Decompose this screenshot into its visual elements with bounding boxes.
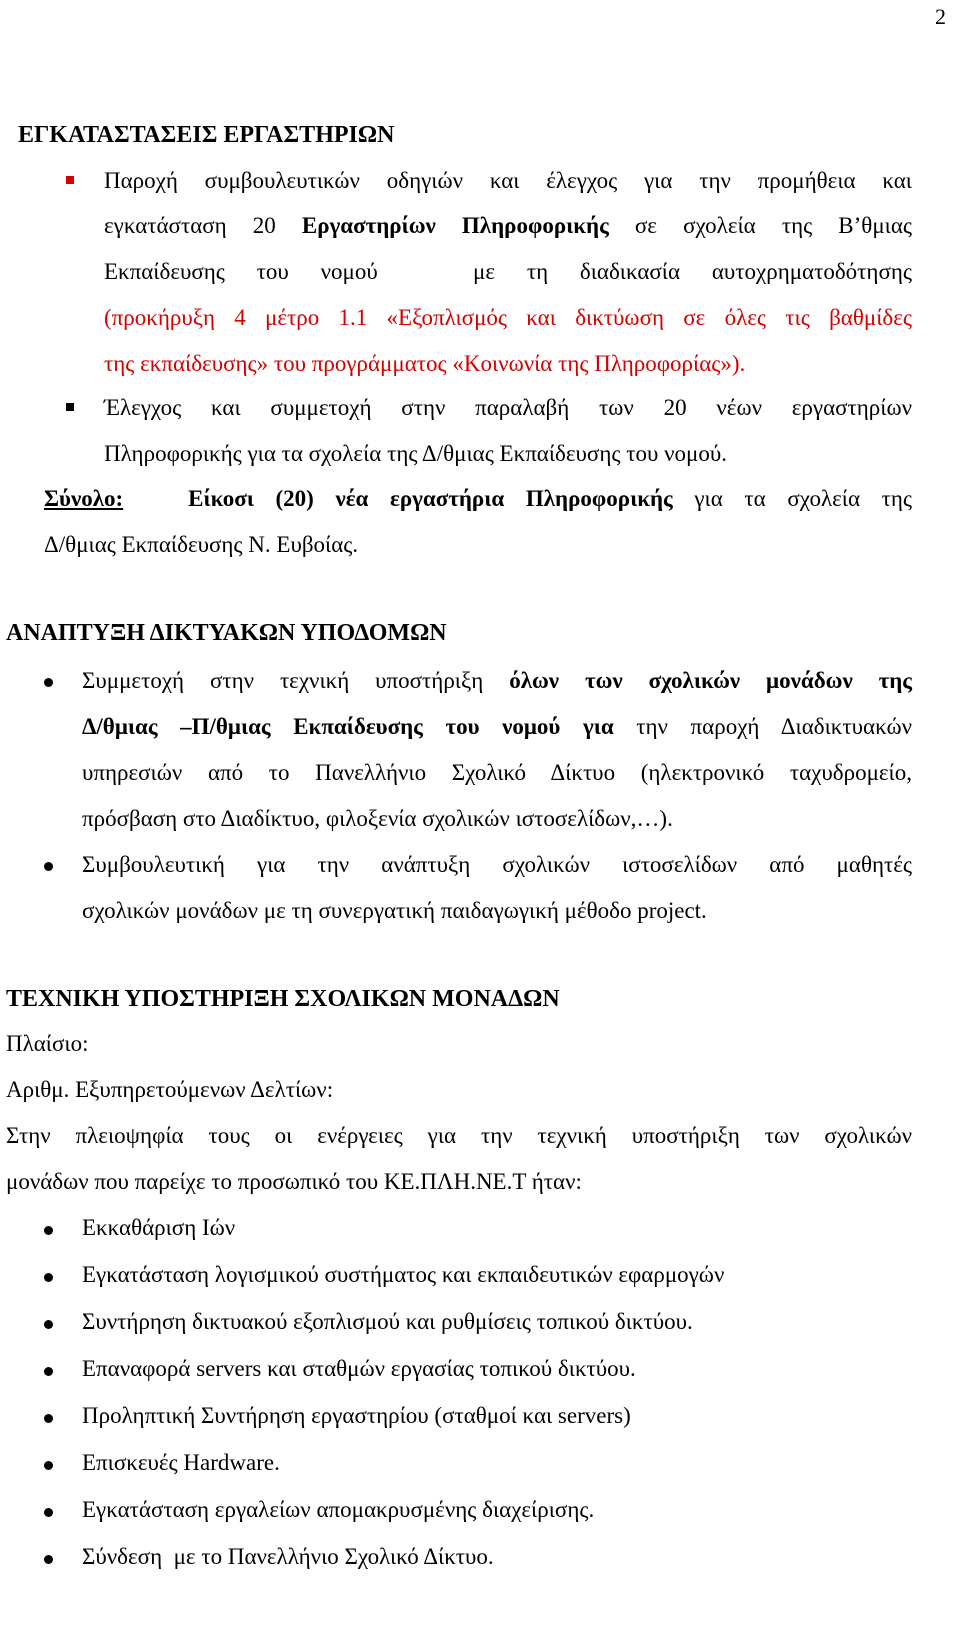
list-item: Εγκατάσταση εργαλείων απομακρυσμένης διαχείρισης.	[82, 1497, 595, 1522]
tickets-label: Αριθμ. Εξυπηρετούμενων Δελτίων:	[6, 1077, 334, 1102]
bullet1-line5: της εκπαίδευσης» του προγράμματος «Κοινωνία της Πληροφορίας»).	[104, 351, 746, 376]
list-item: Επισκευές Hardware.	[82, 1450, 280, 1475]
frame-label: Πλαίσιο:	[6, 1031, 89, 1056]
bullet-dot-icon	[44, 1320, 53, 1329]
bullet2-line2: Πληροφορικής για τα σχολεία της Δ/θμιας Εκπαίδευσης του νομού.	[104, 441, 727, 466]
bullet-dot-icon	[44, 1461, 53, 1470]
list-item: Συντήρηση δικτυακού εξοπλισμού και ρυθμίσεις τοπικού δικτύου.	[82, 1309, 693, 1334]
section-heading-network-infrastructure: ΑΝΑΠΤΥΞΗ ΔΙΚΤΥΑΚΩΝ ΥΠΟΔΟΜΩΝ	[6, 620, 447, 646]
bullet-dot-icon	[44, 678, 53, 687]
intro-line2: μονάδων που παρείχε το προσωπικό του ΚΕ.ΠΛΗ.ΝΕ.Τ ήταν:	[6, 1169, 582, 1194]
bullet1-line4: (προκήρυξη 4 μέτρο 1.1 «Εξοπλισμός και δικτύωση σε όλες τις βαθμίδες	[104, 305, 912, 330]
net-bullet1-line4: πρόσβαση στο Διαδίκτυο, φιλοξενία σχολικών ιστοσελίδων,…).	[82, 806, 673, 831]
bullet1-line1: Παροχή συμβουλευτικών οδηγιών και έλεγχος για την προμήθεια και	[104, 168, 912, 193]
square-bullet-icon	[66, 176, 74, 184]
bullet-dot-icon	[44, 1508, 53, 1517]
bullet-dot-icon	[44, 862, 53, 871]
bullet-dot-icon	[44, 1226, 53, 1235]
intro-line1: Στην πλειοψηφία τους οι ενέργειες για την τεχνική υποστήριξη των σχολικών	[6, 1123, 912, 1148]
bullet-dot-icon	[44, 1414, 53, 1423]
list-item: Προληπτική Συντήρηση εργαστηρίου (σταθμοί και servers)	[82, 1403, 631, 1428]
bullet-dot-icon	[44, 1273, 53, 1282]
list-item: Εκκαθάριση Ιών	[82, 1215, 236, 1240]
list-item: Επαναφορά servers και σταθμών εργασίας τοπικού δικτύου.	[82, 1356, 636, 1381]
square-bullet-icon	[66, 403, 74, 411]
net-bullet2-line1: Συμβουλευτική για την ανάπτυξη σχολικών ιστοσελίδων από μαθητές	[82, 852, 912, 877]
summary-line1: Σύνολο: Είκοσι (20) νέα εργαστήρια Πληροφορικής για τα σχολεία της	[44, 486, 913, 511]
list-item: Σύνδεση με το Πανελλήνιο Σχολικό Δίκτυο.	[82, 1544, 494, 1569]
bullet2-line1: Έλεγχος και συμμετοχή στην παραλαβή των 20 νέων εργαστηρίων	[104, 395, 912, 420]
bullet-dot-icon	[44, 1367, 53, 1376]
bullet1-line2: εγκατάσταση 20 Εργαστηρίων Πληροφορικής σε σχολεία της Β’θμιας	[104, 213, 912, 238]
bullet-dot-icon	[44, 1555, 53, 1564]
net-bullet1-line2: Δ/θμιας –Π/θμιας Εκπαίδευσης του νομού για την παροχή Διαδικτυακών	[82, 714, 913, 739]
net-bullet1-line1: Συμμετοχή στην τεχνική υποστήριξη όλων των σχολικών μονάδων της	[82, 668, 913, 693]
section-heading-lab-installations: ΕΓΚΑΤΑΣΤΑΣΕΙΣ ΕΡΓΑΣΤΗΡΙΩΝ	[18, 122, 395, 148]
section-heading-technical-support: ΤΕΧΝΙΚΗ ΥΠΟΣΤΗΡΙΞΗ ΣΧΟΛΙΚΩΝ ΜΟΝΑΔΩΝ	[6, 986, 560, 1012]
page-number: 2	[935, 4, 946, 29]
summary-line2: Δ/θμιας Εκπαίδευσης Ν. Ευβοίας.	[44, 532, 359, 557]
net-bullet1-line3: υπηρεσιών από το Πανελλήνιο Σχολικό Δίκτυο (ηλεκτρονικό ταχυδρομείο,	[82, 760, 912, 785]
list-item: Εγκατάσταση λογισμικού συστήματος και εκπαιδευτικών εφαρμογών	[82, 1262, 725, 1287]
net-bullet2-line2: σχολικών μονάδων με τη συνεργατική παιδαγωγική μέθοδο project.	[82, 898, 707, 923]
bullet1-line3: Εκπαίδευσης του νομού με τη διαδικασία αυτοχρηματοδότησης	[104, 259, 912, 284]
